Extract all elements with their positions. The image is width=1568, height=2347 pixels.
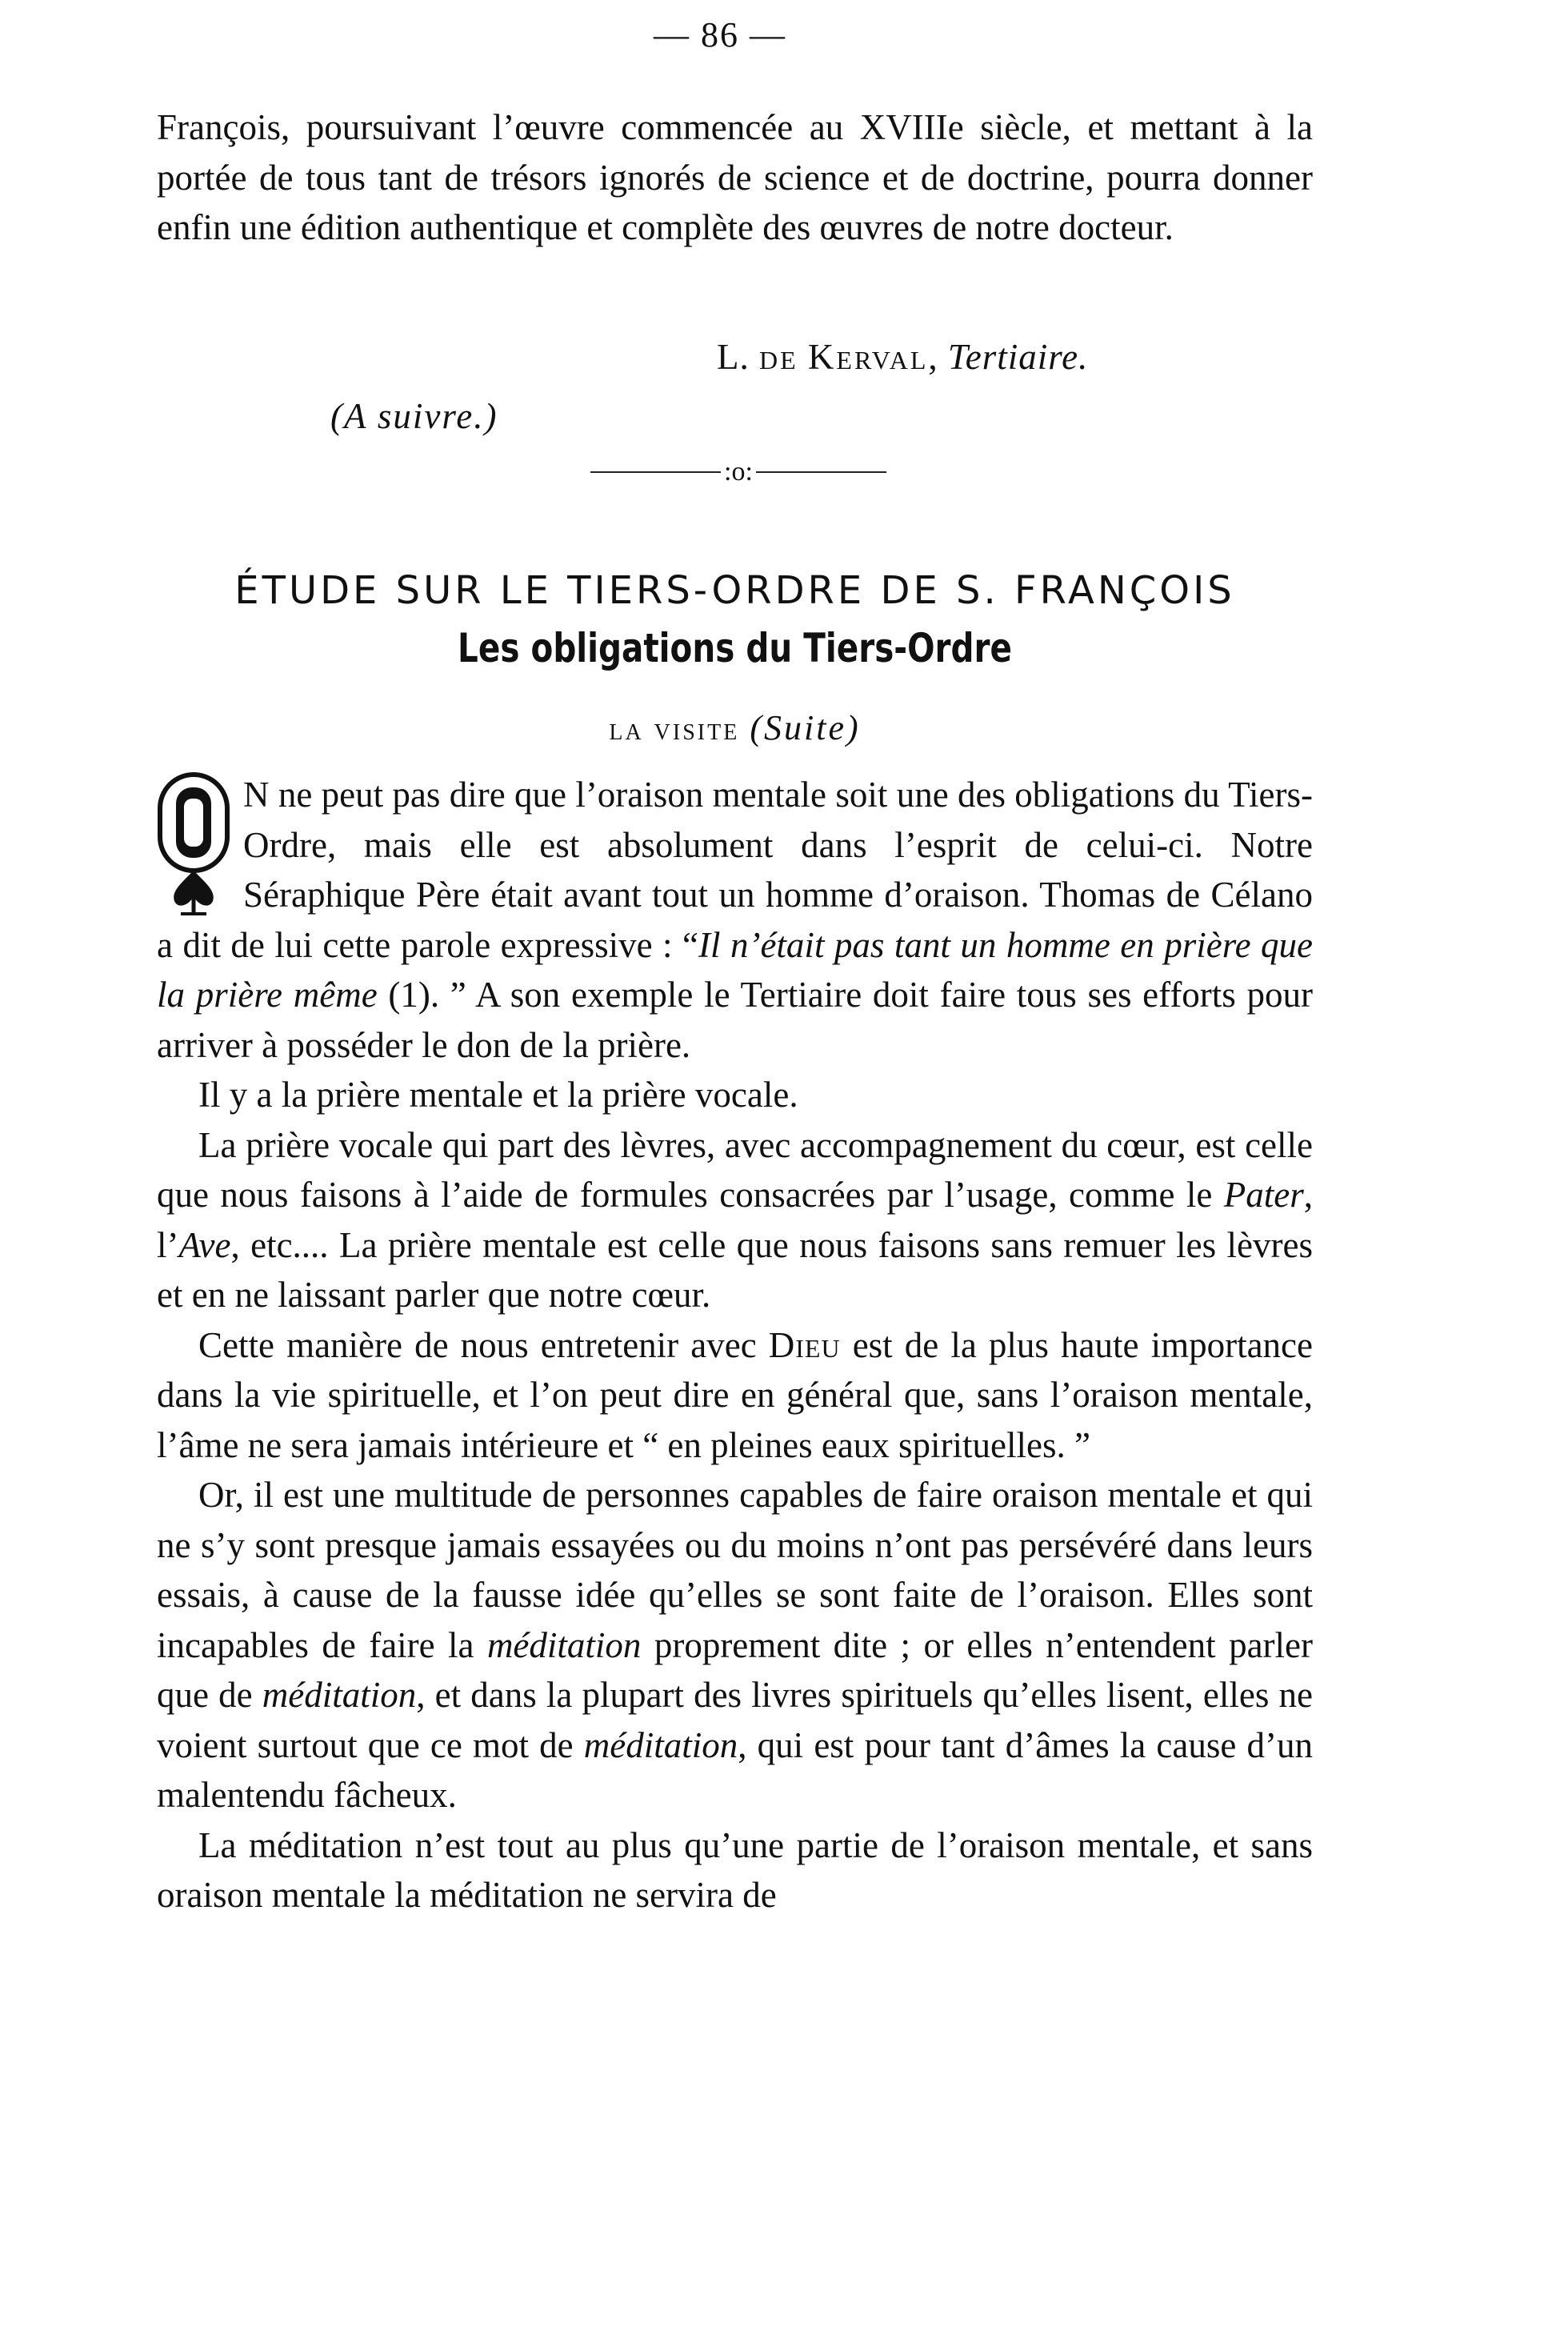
celano-quote: Il n’était pas tant un homme en prière que la prière même	[157, 924, 1313, 1015]
signature-initial: L.	[717, 337, 750, 377]
ave-term: Ave	[178, 1224, 231, 1265]
meditation-term: méditation	[262, 1675, 417, 1715]
author-signature: L. de Kerval, Tertiaire.	[717, 337, 1089, 377]
paragraph-5: Or, il est une multitude de personnes capables de faire oraison mentale et qui ne s’y sont presque jamais essayées ou du moins n’ont pas persévéré dans leurs essais, à cause de la fausse idée qu’elles se sont faite de l’oraison. Elles sont incapables de faire la méditation proprement dite ; or elles n’entendent parler que de méditation, et dans la plupart des livres spirituels qu’elles lisent, elles ne voient surtout que ce mot de méditation, qui est pour tant d’âmes la cause d’un malentendu fâcheux.	[157, 1475, 1313, 1815]
signature-particle: de	[759, 337, 798, 377]
dieu-small-caps: Dieu	[768, 1324, 841, 1365]
paragraph-4: Cette manière de nous entretenir avec Dieu est de la plus haute importance dans la vie spirituelle, et l’on peut dire en général que, sans l’oraison mentale, l’âme ne sera jamais intérieure et “ en pleines eaux spirituelles. ”	[157, 1324, 1313, 1465]
a-suivre-note: (A suivre.)	[330, 396, 498, 436]
paragraph-3: La prière vocale qui part des lèvres, avec accompagnement du cœur, est celle que nous faisons à l’aide de formules consacrées par l’usage, comme le Pater, l’Ave, etc.... La prière mentale est celle que nous faisons sans remuer les lèvres et en ne laissant parler que notre cœur.	[157, 1124, 1313, 1315]
paragraph-2: Il y a la prière mentale et la prière vocale.	[198, 1075, 798, 1115]
ornate-dropcap	[157, 771, 230, 915]
article-subtitle: Les obligations du Tiers-Ordre	[458, 625, 1012, 671]
paragraph-1-text-a: N ne peut pas dire que l’oraison mentale soit une des obligations du Tiers-Ordre, mais elle est absolument dans l’esprit de celui-ci. Notre Séraphique Père était avant tout un homme d’oraison. Thomas de Célano a dit de lui cette parole expressive : “	[157, 775, 1313, 965]
section-label-suffix: (Suite)	[750, 708, 861, 747]
pater-term: Pater	[1223, 1175, 1304, 1215]
divider-rule-right	[756, 471, 886, 473]
meditation-term: méditation	[583, 1724, 738, 1765]
section-label	[157, 707, 1313, 748]
signature-title: Tertiaire.	[947, 337, 1089, 377]
section-divider	[590, 455, 886, 490]
divider-rule-left	[590, 471, 721, 473]
article-body	[157, 770, 1313, 1920]
continuation-paragraph: François, poursuivant l’œuvre commencée au XVIIIe siècle, et mettant à la portée de tous tant de trésors ignorés de science et de doctrine, pourra donner enfin une édition authentique et complète des œuvres de notre docteur.	[157, 107, 1313, 247]
signature-surname: Kerval	[807, 337, 929, 377]
paragraph-1-text-b: (1). ” A son exemple le Tertiaire doit faire tous ses efforts pour arriver à posséder le don de la prière.	[157, 975, 1314, 1065]
meditation-term: méditation	[486, 1624, 642, 1665]
paragraph-1	[157, 770, 1313, 1070]
article-title: ÉTUDE SUR LE TIERS-ORDRE DE S. FRANÇOIS	[234, 568, 1235, 613]
paragraph-6: La méditation n’est tout au plus qu’une partie de l’oraison mentale, et sans oraison mentale la méditation ne servira de	[157, 1824, 1313, 1915]
page-number: — 86 —	[654, 15, 786, 54]
divider-ornament: :o:	[724, 457, 753, 487]
section-label-text: la visite	[609, 711, 740, 747]
